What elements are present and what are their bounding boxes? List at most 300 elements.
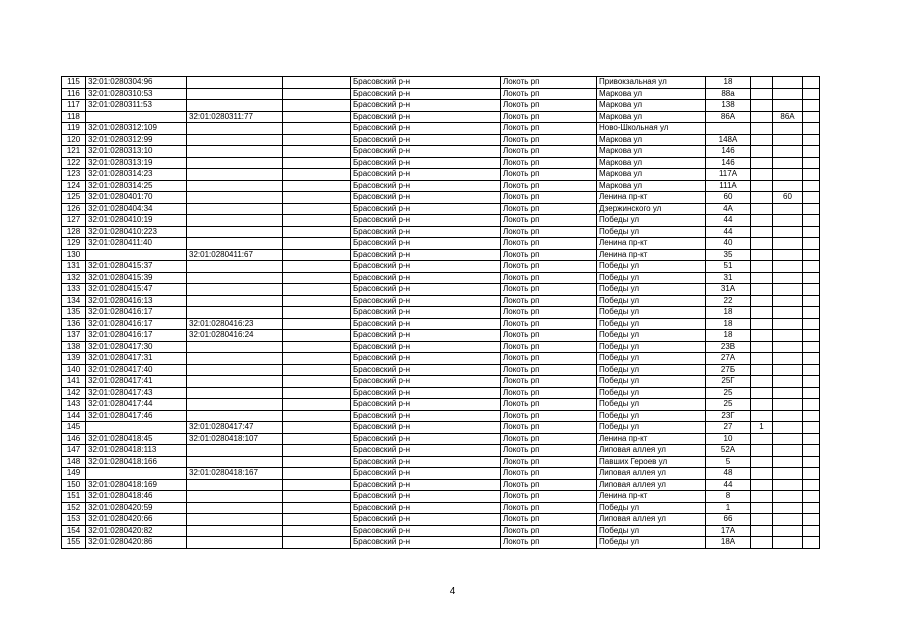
district-cell: Брасовский р-н	[351, 77, 501, 89]
row-number-cell: 139	[62, 353, 86, 365]
empty-cell	[283, 364, 351, 376]
settlement-cell: Локоть рп	[501, 341, 597, 353]
building-cell	[751, 100, 773, 112]
settlement-cell: Локоть рп	[501, 318, 597, 330]
settlement-cell: Локоть рп	[501, 272, 597, 284]
settlement-cell: Локоть рп	[501, 537, 597, 549]
table-row	[62, 192, 820, 204]
extra-cell	[803, 514, 820, 526]
house-number-cell: 23Г	[706, 410, 751, 422]
house-number-cell: 25Г	[706, 376, 751, 388]
cadastral-number-cell: 32:01:0280418:169	[86, 479, 187, 491]
settlement-cell: Локоть рп	[501, 410, 597, 422]
house-number-cell: 1	[706, 502, 751, 514]
table-row	[62, 284, 820, 296]
empty-cell	[283, 100, 351, 112]
district-cell: Брасовский р-н	[351, 456, 501, 468]
settlement-cell: Локоть рп	[501, 203, 597, 215]
extra-cell	[803, 537, 820, 549]
registry-table	[61, 76, 820, 549]
apartment-cell	[773, 514, 803, 526]
building-cell	[751, 261, 773, 273]
row-number-cell: 117	[62, 100, 86, 112]
cadastral-number-cell: 32:01:0280404:34	[86, 203, 187, 215]
settlement-cell: Локоть рп	[501, 100, 597, 112]
building-cell	[751, 318, 773, 330]
table-row	[62, 399, 820, 411]
street-cell: Маркова ул	[597, 100, 706, 112]
cadastral-number-cell: 32:01:0280417:30	[86, 341, 187, 353]
parent-cadastral-number-cell	[187, 226, 283, 238]
building-cell	[751, 364, 773, 376]
district-cell: Брасовский р-н	[351, 410, 501, 422]
district-cell: Брасовский р-н	[351, 422, 501, 434]
street-cell: Победы ул	[597, 410, 706, 422]
row-number-cell: 147	[62, 445, 86, 457]
apartment-cell	[773, 318, 803, 330]
cadastral-number-cell	[86, 422, 187, 434]
cadastral-number-cell: 32:01:0280417:40	[86, 364, 187, 376]
empty-cell	[283, 525, 351, 537]
street-cell: Маркова ул	[597, 146, 706, 158]
table-row	[62, 364, 820, 376]
row-number-cell: 129	[62, 238, 86, 250]
district-cell: Брасовский р-н	[351, 192, 501, 204]
settlement-cell: Локоть рп	[501, 169, 597, 181]
empty-cell	[283, 479, 351, 491]
apartment-cell	[773, 134, 803, 146]
cadastral-number-cell: 32:01:0280410:223	[86, 226, 187, 238]
building-cell	[751, 226, 773, 238]
street-cell: Павших Героев ул	[597, 456, 706, 468]
empty-cell	[283, 387, 351, 399]
extra-cell	[803, 445, 820, 457]
house-number-cell: 31А	[706, 284, 751, 296]
house-number-cell: 86А	[706, 111, 751, 123]
row-number-cell: 151	[62, 491, 86, 503]
empty-cell	[283, 399, 351, 411]
street-cell: Победы ул	[597, 353, 706, 365]
district-cell: Брасовский р-н	[351, 272, 501, 284]
cadastral-number-cell: 32:01:0280420:59	[86, 502, 187, 514]
district-cell: Брасовский р-н	[351, 203, 501, 215]
street-cell: Победы ул	[597, 364, 706, 376]
extra-cell	[803, 238, 820, 250]
table-row	[62, 433, 820, 445]
empty-cell	[283, 261, 351, 273]
parent-cadastral-number-cell: 32:01:0280416:24	[187, 330, 283, 342]
empty-cell	[283, 226, 351, 238]
cadastral-number-cell: 32:01:0280420:82	[86, 525, 187, 537]
table-row	[62, 341, 820, 353]
parent-cadastral-number-cell	[187, 387, 283, 399]
street-cell: Маркова ул	[597, 180, 706, 192]
table-row	[62, 77, 820, 89]
settlement-cell: Локоть рп	[501, 399, 597, 411]
building-cell	[751, 387, 773, 399]
house-number-cell: 44	[706, 226, 751, 238]
row-number-cell: 130	[62, 249, 86, 261]
table-row	[62, 295, 820, 307]
extra-cell	[803, 330, 820, 342]
parent-cadastral-number-cell	[187, 146, 283, 158]
district-cell: Брасовский р-н	[351, 157, 501, 169]
extra-cell	[803, 341, 820, 353]
row-number-cell: 122	[62, 157, 86, 169]
table-row	[62, 479, 820, 491]
table-row	[62, 422, 820, 434]
apartment-cell	[773, 100, 803, 112]
parent-cadastral-number-cell: 32:01:0280416:23	[187, 318, 283, 330]
cadastral-number-cell: 32:01:0280417:41	[86, 376, 187, 388]
settlement-cell: Локоть рп	[501, 514, 597, 526]
apartment-cell	[773, 376, 803, 388]
table-row	[62, 88, 820, 100]
district-cell: Брасовский р-н	[351, 525, 501, 537]
street-cell: Маркова ул	[597, 134, 706, 146]
settlement-cell: Локоть рп	[501, 215, 597, 227]
building-cell	[751, 77, 773, 89]
house-number-cell: 18	[706, 77, 751, 89]
cadastral-number-cell: 32:01:0280416:17	[86, 330, 187, 342]
extra-cell	[803, 468, 820, 480]
cadastral-number-cell	[86, 249, 187, 261]
settlement-cell: Локоть рп	[501, 330, 597, 342]
extra-cell	[803, 502, 820, 514]
extra-cell	[803, 100, 820, 112]
parent-cadastral-number-cell	[187, 100, 283, 112]
house-number-cell: 40	[706, 238, 751, 250]
row-number-cell: 128	[62, 226, 86, 238]
extra-cell	[803, 77, 820, 89]
house-number-cell: 18	[706, 318, 751, 330]
row-number-cell: 132	[62, 272, 86, 284]
settlement-cell: Локоть рп	[501, 433, 597, 445]
extra-cell	[803, 376, 820, 388]
house-number-cell: 8	[706, 491, 751, 503]
empty-cell	[283, 468, 351, 480]
parent-cadastral-number-cell	[187, 525, 283, 537]
settlement-cell: Локоть рп	[501, 261, 597, 273]
building-cell: 1	[751, 422, 773, 434]
district-cell: Брасовский р-н	[351, 445, 501, 457]
building-cell	[751, 307, 773, 319]
row-number-cell: 144	[62, 410, 86, 422]
house-number-cell: 25	[706, 387, 751, 399]
building-cell	[751, 146, 773, 158]
settlement-cell: Локоть рп	[501, 157, 597, 169]
street-cell: Победы ул	[597, 399, 706, 411]
extra-cell	[803, 192, 820, 204]
cadastral-number-cell: 32:01:0280311:53	[86, 100, 187, 112]
cadastral-number-cell: 32:01:0280415:47	[86, 284, 187, 296]
row-number-cell: 141	[62, 376, 86, 388]
parent-cadastral-number-cell	[187, 341, 283, 353]
row-number-cell: 125	[62, 192, 86, 204]
apartment-cell	[773, 261, 803, 273]
cadastral-number-cell: 32:01:0280416:17	[86, 307, 187, 319]
cadastral-number-cell: 32:01:0280416:17	[86, 318, 187, 330]
extra-cell	[803, 215, 820, 227]
extra-cell	[803, 422, 820, 434]
empty-cell	[283, 433, 351, 445]
cadastral-number-cell: 32:01:0280314:23	[86, 169, 187, 181]
parent-cadastral-number-cell	[187, 169, 283, 181]
table-row	[62, 514, 820, 526]
house-number-cell: 22	[706, 295, 751, 307]
street-cell: Привокзальная ул	[597, 77, 706, 89]
street-cell: Победы ул	[597, 261, 706, 273]
parent-cadastral-number-cell	[187, 203, 283, 215]
settlement-cell: Локоть рп	[501, 502, 597, 514]
parent-cadastral-number-cell	[187, 88, 283, 100]
parent-cadastral-number-cell: 32:01:0280411:67	[187, 249, 283, 261]
extra-cell	[803, 364, 820, 376]
street-cell: Ленина пр-кт	[597, 491, 706, 503]
street-cell: Маркова ул	[597, 88, 706, 100]
table-row	[62, 215, 820, 227]
parent-cadastral-number-cell: 32:01:0280418:167	[187, 468, 283, 480]
apartment-cell	[773, 146, 803, 158]
apartment-cell	[773, 180, 803, 192]
building-cell	[751, 376, 773, 388]
table-row	[62, 318, 820, 330]
extra-cell	[803, 111, 820, 123]
row-number-cell: 118	[62, 111, 86, 123]
table-row	[62, 330, 820, 342]
district-cell: Брасовский р-н	[351, 134, 501, 146]
house-number-cell: 88а	[706, 88, 751, 100]
table-row	[62, 134, 820, 146]
empty-cell	[283, 456, 351, 468]
building-cell	[751, 479, 773, 491]
street-cell: Маркова ул	[597, 111, 706, 123]
district-cell: Брасовский р-н	[351, 399, 501, 411]
table-row	[62, 410, 820, 422]
table-row	[62, 169, 820, 181]
cadastral-number-cell: 32:01:0280420:66	[86, 514, 187, 526]
settlement-cell: Локоть рп	[501, 479, 597, 491]
house-number-cell: 35	[706, 249, 751, 261]
street-cell: Ленина пр-кт	[597, 238, 706, 250]
empty-cell	[283, 410, 351, 422]
parent-cadastral-number-cell	[187, 272, 283, 284]
settlement-cell: Локоть рп	[501, 238, 597, 250]
street-cell: Липовая аллея ул	[597, 445, 706, 457]
extra-cell	[803, 318, 820, 330]
apartment-cell: 86А	[773, 111, 803, 123]
row-number-cell: 115	[62, 77, 86, 89]
empty-cell	[283, 284, 351, 296]
empty-cell	[283, 307, 351, 319]
extra-cell	[803, 456, 820, 468]
apartment-cell	[773, 88, 803, 100]
cadastral-number-cell: 32:01:0280415:37	[86, 261, 187, 273]
parent-cadastral-number-cell	[187, 123, 283, 135]
extra-cell	[803, 157, 820, 169]
parent-cadastral-number-cell	[187, 399, 283, 411]
empty-cell	[283, 318, 351, 330]
district-cell: Брасовский р-н	[351, 376, 501, 388]
parent-cadastral-number-cell	[187, 157, 283, 169]
parent-cadastral-number-cell: 32:01:0280418:107	[187, 433, 283, 445]
empty-cell	[283, 422, 351, 434]
settlement-cell: Локоть рп	[501, 134, 597, 146]
extra-cell	[803, 203, 820, 215]
table-row	[62, 272, 820, 284]
row-number-cell: 150	[62, 479, 86, 491]
parent-cadastral-number-cell	[187, 364, 283, 376]
apartment-cell	[773, 341, 803, 353]
parent-cadastral-number-cell	[187, 261, 283, 273]
cadastral-number-cell: 32:01:0280418:45	[86, 433, 187, 445]
street-cell: Победы ул	[597, 226, 706, 238]
parent-cadastral-number-cell	[187, 445, 283, 457]
cadastral-number-cell: 32:01:0280411:40	[86, 238, 187, 250]
empty-cell	[283, 272, 351, 284]
district-cell: Брасовский р-н	[351, 180, 501, 192]
parent-cadastral-number-cell	[187, 192, 283, 204]
row-number-cell: 149	[62, 468, 86, 480]
cadastral-number-cell: 32:01:0280313:19	[86, 157, 187, 169]
empty-cell	[283, 169, 351, 181]
empty-cell	[283, 215, 351, 227]
cadastral-number-cell: 32:01:0280417:43	[86, 387, 187, 399]
street-cell: Липовая аллея ул	[597, 468, 706, 480]
building-cell	[751, 111, 773, 123]
empty-cell	[283, 341, 351, 353]
building-cell	[751, 514, 773, 526]
house-number-cell: 138	[706, 100, 751, 112]
street-cell: Липовая аллея ул	[597, 479, 706, 491]
settlement-cell: Локоть рп	[501, 491, 597, 503]
house-number-cell: 18	[706, 307, 751, 319]
house-number-cell: 60	[706, 192, 751, 204]
apartment-cell	[773, 123, 803, 135]
apartment-cell	[773, 525, 803, 537]
row-number-cell: 121	[62, 146, 86, 158]
parent-cadastral-number-cell	[187, 456, 283, 468]
district-cell: Брасовский р-н	[351, 433, 501, 445]
street-cell: Ново-Школьная ул	[597, 123, 706, 135]
empty-cell	[283, 514, 351, 526]
district-cell: Брасовский р-н	[351, 261, 501, 273]
street-cell: Победы ул	[597, 537, 706, 549]
cadastral-number-cell: 32:01:0280420:86	[86, 537, 187, 549]
building-cell	[751, 284, 773, 296]
street-cell: Ленина пр-кт	[597, 433, 706, 445]
apartment-cell	[773, 330, 803, 342]
settlement-cell: Локоть рп	[501, 376, 597, 388]
apartment-cell	[773, 169, 803, 181]
extra-cell	[803, 525, 820, 537]
cadastral-number-cell: 32:01:0280417:44	[86, 399, 187, 411]
building-cell	[751, 272, 773, 284]
building-cell	[751, 238, 773, 250]
extra-cell	[803, 88, 820, 100]
table-row	[62, 502, 820, 514]
extra-cell	[803, 146, 820, 158]
table-row	[62, 180, 820, 192]
street-cell: Победы ул	[597, 376, 706, 388]
building-cell	[751, 249, 773, 261]
house-number-cell: 4А	[706, 203, 751, 215]
parent-cadastral-number-cell	[187, 295, 283, 307]
district-cell: Брасовский р-н	[351, 537, 501, 549]
row-number-cell: 148	[62, 456, 86, 468]
apartment-cell	[773, 157, 803, 169]
extra-cell	[803, 399, 820, 411]
row-number-cell: 123	[62, 169, 86, 181]
parent-cadastral-number-cell	[187, 479, 283, 491]
apartment-cell	[773, 491, 803, 503]
district-cell: Брасовский р-н	[351, 295, 501, 307]
parent-cadastral-number-cell	[187, 134, 283, 146]
district-cell: Брасовский р-н	[351, 364, 501, 376]
table-row	[62, 100, 820, 112]
row-number-cell: 143	[62, 399, 86, 411]
building-cell	[751, 180, 773, 192]
cadastral-number-cell	[86, 468, 187, 480]
apartment-cell: 60	[773, 192, 803, 204]
empty-cell	[283, 295, 351, 307]
row-number-cell: 136	[62, 318, 86, 330]
cadastral-number-cell: 32:01:0280418:113	[86, 445, 187, 457]
row-number-cell: 145	[62, 422, 86, 434]
cadastral-number-cell: 32:01:0280313:10	[86, 146, 187, 158]
building-cell	[751, 192, 773, 204]
extra-cell	[803, 491, 820, 503]
page-number: 4	[449, 586, 456, 597]
street-cell: Победы ул	[597, 307, 706, 319]
extra-cell	[803, 169, 820, 181]
street-cell: Дзержинского ул	[597, 203, 706, 215]
district-cell: Брасовский р-н	[351, 341, 501, 353]
cadastral-number-cell: 32:01:0280418:166	[86, 456, 187, 468]
parent-cadastral-number-cell	[187, 353, 283, 365]
parent-cadastral-number-cell	[187, 491, 283, 503]
house-number-cell: 66	[706, 514, 751, 526]
building-cell	[751, 410, 773, 422]
row-number-cell: 152	[62, 502, 86, 514]
extra-cell	[803, 479, 820, 491]
building-cell	[751, 456, 773, 468]
cadastral-number-cell: 32:01:0280401:70	[86, 192, 187, 204]
settlement-cell: Локоть рп	[501, 192, 597, 204]
row-number-cell: 140	[62, 364, 86, 376]
cadastral-number-cell: 32:01:0280312:109	[86, 123, 187, 135]
district-cell: Брасовский р-н	[351, 169, 501, 181]
apartment-cell	[773, 479, 803, 491]
district-cell: Брасовский р-н	[351, 330, 501, 342]
district-cell: Брасовский р-н	[351, 146, 501, 158]
district-cell: Брасовский р-н	[351, 318, 501, 330]
building-cell	[751, 341, 773, 353]
parent-cadastral-number-cell	[187, 238, 283, 250]
table-row	[62, 146, 820, 158]
empty-cell	[283, 146, 351, 158]
street-cell: Победы ул	[597, 284, 706, 296]
cadastral-number-cell	[86, 111, 187, 123]
settlement-cell: Локоть рп	[501, 180, 597, 192]
row-number-cell: 135	[62, 307, 86, 319]
district-cell: Брасовский р-н	[351, 123, 501, 135]
table-row	[62, 261, 820, 273]
settlement-cell: Локоть рп	[501, 422, 597, 434]
district-cell: Брасовский р-н	[351, 226, 501, 238]
row-number-cell: 153	[62, 514, 86, 526]
table-row	[62, 249, 820, 261]
